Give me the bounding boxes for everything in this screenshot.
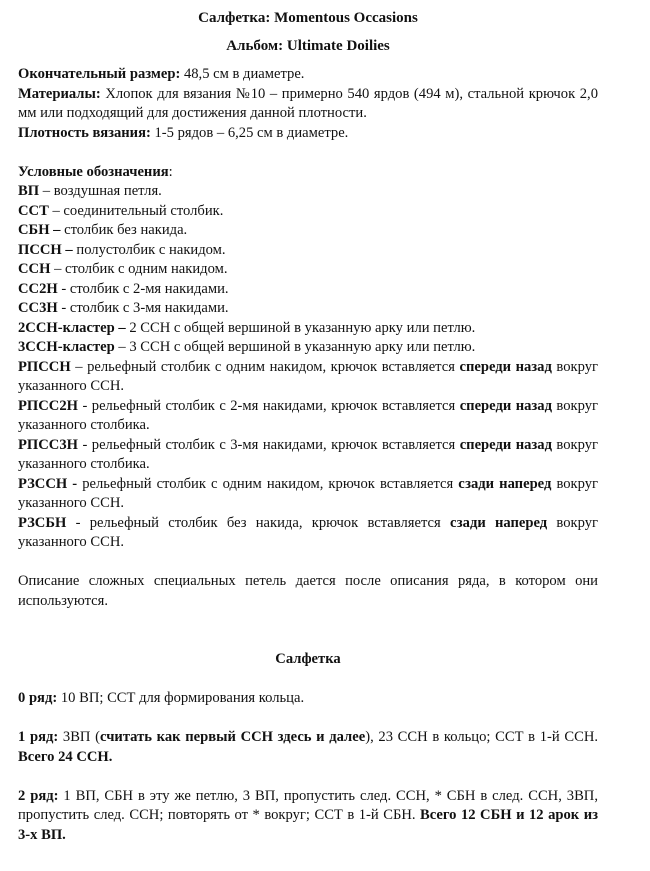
legend-item: РЗСБН - рельефный столбик без накида, крючок вставляется сзади наперед вокруг указанного ССН. [18,514,598,550]
legend-item: РПСС3Н - рельефный столбик с 3-мя накидами, крючок вставляется спереди назад вокруг указанного столбика. [18,436,598,472]
legend-item: ССТ – соединительный столбик. [18,202,224,219]
doily-title: Салфетка: Momentous Occasions [198,10,418,26]
legend-item: СБН – столбик без накида. [18,222,188,238]
legend-item: РЗССН - рельефный столбик с одним накидом, крючок вставляется сзади наперед вокруг указанного ССН. [18,475,599,511]
legend-item: ВП – воздушная петля. [18,183,162,199]
legend-item: 2ССН-кластер – 2 ССН с общей вершиной в указанную арку или петлю. [18,319,476,336]
row-0: 0 ряд: 10 ВП; ССТ для формирования кольца. [18,690,305,706]
special-stitches-note: Описание сложных специальных петель дается после описания ряда, в котором они используются. [18,573,598,609]
legend-item: СС3Н - столбик с 3-мя накидами. [18,300,229,316]
legend-item: РПССН – рельефный столбик с одним накидом, крючок вставляется спереди назад вокруг указанного ССН. [18,358,598,394]
legend-heading: Условные обозначения: [18,163,173,180]
final-size: Окончательный размер: 48,5 см в диаметре. [18,66,305,82]
gauge: Плотность вязания: 1-5 рядов – 6,25 см в диаметре. [18,124,349,141]
row-1: 1 ряд: 3ВП (считать как первый ССН здесь и далее), 23 ССН в кольцо; ССТ в 1-й ССН. Всего 24 ССН. [18,729,599,765]
legend-item: ПССН – полустолбик с накидом. [18,241,226,258]
album-title: Альбом: Ultimate Doilies [226,38,390,54]
legend-item: СС2Н - столбик с 2-мя накидами. [18,280,229,297]
materials: Материалы: Хлопок для вязания №10 – примерно 540 ярдов (494 м), стальной крючок 2,0 мм или подходящий для достижения данной плотности. [18,85,598,121]
legend-list [18,182,598,553]
document-page [18,8,598,845]
legend-item: 3ССН-кластер – 3 ССН с общей вершиной в указанную арку или петлю. [18,339,476,355]
legend-item: РПСС2Н - рельефный столбик с 2-мя накидами, крючок вставляется спереди назад вокруг указанного столбика. [18,397,598,433]
legend-item: ССН – столбик с одним накидом. [18,261,228,277]
row-2: 2 ряд: 1 ВП, СБН в эту же петлю, 3 ВП, пропустить след. ССН, * СБН в след. ССН, 3ВП, пропустить след. ССН; повторять от * вокруг; ССТ в 1-й СБН. Всего 12 СБН и 12 арок из 3-х ВП. [18,787,598,843]
section-title: Салфетка [275,651,341,667]
